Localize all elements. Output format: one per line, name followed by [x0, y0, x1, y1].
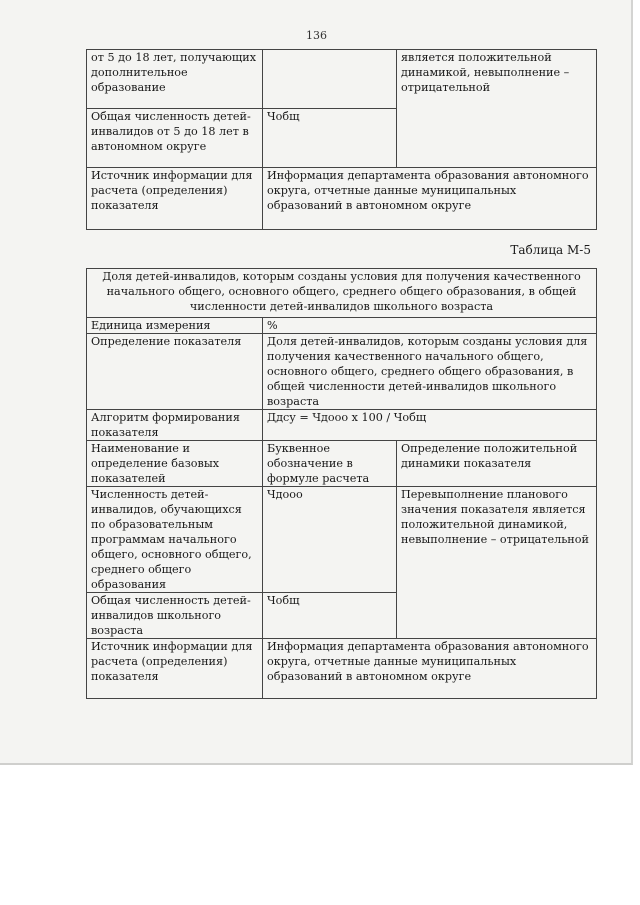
algorithm-formula: Ддсу = Чдооо х 100 / Чобщ: [263, 410, 597, 441]
table-row: [87, 410, 597, 441]
table-header-row: [87, 441, 597, 487]
table-row: [87, 318, 597, 334]
base-indicator-symbol: Чдооо: [263, 487, 397, 593]
table-caption: Таблица М-5: [510, 243, 591, 257]
definition-label: Определение показателя: [87, 334, 263, 410]
base-indicator-name: Общая численность детей-инвалидов школьного возраста: [87, 593, 263, 639]
source-value: Информация департамента образования автономного округа, отчетные данные муниципальных образований в автономном округе: [263, 639, 597, 699]
unit-label: Единица измерения: [87, 318, 263, 334]
base-indicator-name: от 5 до 18 лет, получающих дополнительное образование: [87, 50, 263, 109]
table-row: [87, 50, 597, 109]
page-number: 136: [306, 29, 327, 42]
table-row: [87, 334, 597, 410]
base-indicator-name: Общая численность детей-инвалидов от 5 до 18 лет в автономном округе: [87, 109, 263, 168]
header-dynamics: Определение положительной динамики показателя: [397, 441, 597, 487]
source-value: Информация департамента образования автономного округа, отчетные данные муниципальных образований в автономном округе: [263, 168, 597, 230]
base-indicator-name: Численность детей-инвалидов, обучающихся по образовательным программам начального общего, основного общего, среднего общего образования: [87, 487, 263, 593]
positive-dynamics-definition: Перевыполнение планового значения показателя является положительной динамикой, невыполнение – отрицательной: [397, 487, 597, 639]
table-title-row: [87, 269, 597, 318]
indicator-title: Доля детей-инвалидов, которым созданы условия для получения качественного начального общего, основного общего, среднего общего образования, в общей численности детей-инвалидов школьного возраста: [87, 269, 597, 318]
table-row: [87, 487, 597, 593]
base-indicator-symbol: [263, 50, 397, 109]
table-continuation: [86, 49, 597, 230]
header-name: Наименование и определение базовых показателей: [87, 441, 263, 487]
source-label: Источник информации для расчета (определения) показателя: [87, 168, 263, 230]
table-row: [87, 639, 597, 699]
header-symbol: Буквенное обозначение в формуле расчета: [263, 441, 397, 487]
algorithm-label: Алгоритм формирования показателя: [87, 410, 263, 441]
definition-value: Доля детей-инвалидов, которым созданы условия для получения качественного начального общего, основного общего, среднего общего образования, в общей численности детей-инвалидов школьного возраста: [263, 334, 597, 410]
source-label: Источник информации для расчета (определения) показателя: [87, 639, 263, 699]
base-indicator-symbol: Чобщ: [263, 593, 397, 639]
positive-dynamics-definition: является положительной динамикой, невыполнение – отрицательной: [397, 50, 597, 168]
base-indicator-symbol: Чобщ: [263, 109, 397, 168]
table-m5: [86, 268, 597, 699]
unit-value: %: [263, 318, 597, 334]
table-row: [87, 168, 597, 230]
